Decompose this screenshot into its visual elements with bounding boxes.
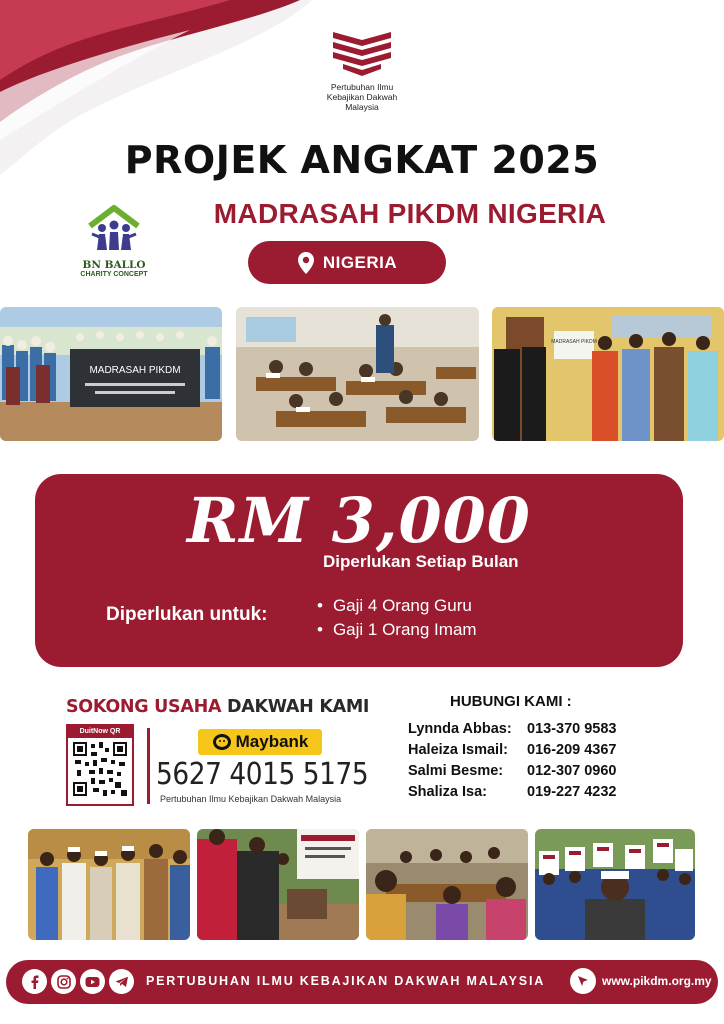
house-people-icon bbox=[84, 204, 144, 254]
photo-children-class bbox=[366, 829, 528, 940]
funding-card bbox=[35, 474, 683, 667]
logo-text-line1: Pertubuhan Ilmu bbox=[330, 82, 394, 92]
website-link[interactable]: www.pikdm.org.my bbox=[602, 974, 712, 988]
qr-label: DuitNow QR bbox=[68, 726, 132, 738]
photo-classroom bbox=[236, 307, 479, 441]
contact-row bbox=[408, 740, 617, 761]
footer-org-name: PERTUBUHAN ILMU KEBAJIKAN DAKWAH MALAYSIA bbox=[146, 974, 546, 988]
madrasah-sign-text: MADRASAH PIKDM bbox=[89, 365, 181, 376]
telegram-icon[interactable] bbox=[109, 969, 134, 994]
contact-list bbox=[408, 719, 617, 803]
support-divider bbox=[147, 728, 150, 804]
needs-item: • Gaji 4 Orang Guru bbox=[317, 594, 477, 618]
contact-row bbox=[408, 719, 617, 740]
logo-text-line3: Malaysia bbox=[345, 102, 379, 112]
pikdm-emblem-icon bbox=[329, 26, 395, 78]
duitnow-qr[interactable] bbox=[66, 724, 134, 806]
page-subtitle: MADRASAH PIKDM NIGERIA bbox=[213, 198, 607, 229]
support-title-red: SOKONG USAHA bbox=[66, 697, 222, 717]
photo-madrasah-visit bbox=[492, 307, 724, 441]
photo-children-signs bbox=[535, 829, 695, 940]
photo-students-group bbox=[28, 829, 190, 940]
support-title bbox=[66, 697, 369, 717]
maybank-logo bbox=[198, 729, 322, 755]
contact-row bbox=[408, 761, 617, 782]
contact-name: Lynnda Abbas: bbox=[408, 721, 512, 737]
logo-text-line2: Kebajikan Dakwah bbox=[326, 92, 398, 102]
contact-phone[interactable]: 016-209 4367 bbox=[527, 742, 617, 758]
location-badge bbox=[248, 241, 446, 284]
partner-logo bbox=[74, 204, 154, 279]
facebook-icon[interactable] bbox=[22, 969, 47, 994]
partner-name: BN BALLO bbox=[82, 259, 146, 271]
account-number[interactable]: 5627 4015 5175 bbox=[156, 757, 369, 792]
needs-item: • Gaji 1 Orang Imam bbox=[317, 618, 477, 642]
account-name: Pertubuhan Ilmu Kebajikan Dakwah Malaysia bbox=[160, 794, 342, 804]
youtube-icon[interactable] bbox=[80, 969, 105, 994]
support-title-dark: DAKWAH KAMI bbox=[226, 697, 370, 717]
partner-tagline: CHARITY CONCEPT bbox=[80, 271, 148, 278]
contact-phone[interactable]: 012-307 0960 bbox=[527, 763, 617, 779]
contact-name: Shaliza Isa: bbox=[408, 784, 487, 800]
contact-name: Salmi Besme: bbox=[408, 763, 504, 779]
instagram-icon[interactable] bbox=[51, 969, 76, 994]
bank-name: Maybank bbox=[235, 732, 309, 751]
tiger-icon bbox=[212, 733, 232, 751]
plaque-text: MADRASAH PIKDM bbox=[551, 339, 597, 345]
needs-label: Diperlukan untuk: bbox=[106, 604, 268, 625]
map-pin-icon bbox=[297, 251, 315, 275]
funding-amount: RM 3,000 bbox=[187, 484, 531, 557]
cursor-click-icon bbox=[570, 968, 596, 994]
page-title: PROJEK ANGKAT 2025 bbox=[124, 138, 600, 182]
contact-phone[interactable]: 013-370 9583 bbox=[527, 721, 617, 737]
photo-madrasah-sign bbox=[0, 307, 222, 441]
contact-title: HUBUNGI KAMI : bbox=[450, 693, 572, 710]
funding-amount-caption: Diperlukan Setiap Bulan bbox=[323, 552, 519, 571]
footer-bar bbox=[6, 960, 718, 1004]
contact-phone[interactable]: 019-227 4232 bbox=[527, 784, 617, 800]
contact-row bbox=[408, 782, 617, 803]
location-text: NIGERIA bbox=[322, 252, 398, 272]
photo-quran-distribution bbox=[197, 829, 359, 940]
qr-code-icon bbox=[71, 740, 129, 798]
social-links bbox=[22, 969, 134, 994]
needs-list bbox=[317, 594, 477, 642]
contact-name: Haleiza Ismail: bbox=[408, 742, 508, 758]
pikdm-logo bbox=[312, 26, 412, 112]
